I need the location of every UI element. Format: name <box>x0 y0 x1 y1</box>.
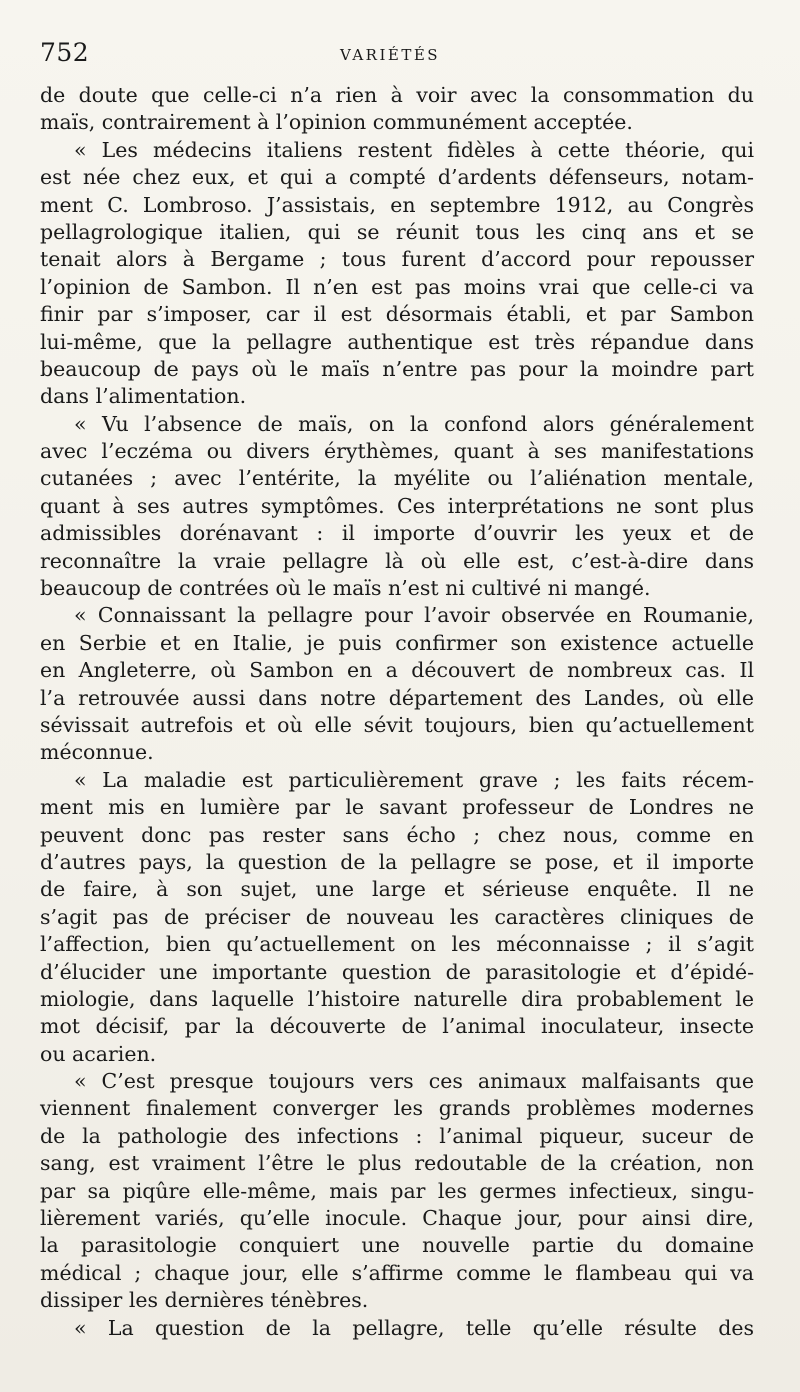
text-line: sévissait autrefois et où elle sévit toujours, bien qu’actuellement <box>40 712 754 737</box>
text-line: d’élucider une importante question de parasitologie et d’épidé- <box>40 959 754 984</box>
text-line: finir par s’imposer, car il est désormais établi, et par Sambon <box>40 302 754 327</box>
text-line: en Angleterre, où Sambon en a découvert de nombreux cas. Il <box>40 658 754 683</box>
paragraph-first-line: « La question de la pellagre, telle qu’elle résulte des <box>74 1315 754 1340</box>
text-line: ou acarien. <box>40 1041 157 1066</box>
text-line: sang, est vraiment l’être le plus redoutable de la création, non <box>40 1151 754 1176</box>
text-line: lièrement variés, qu’elle inocule. Chaque jour, pour ainsi dire, <box>40 1206 754 1231</box>
text-line: de doute que celle-ci n’a rien à voir avec la consommation du <box>40 83 754 107</box>
body-text <box>40 82 754 1342</box>
text-line: la parasitologie conquiert une nouvelle partie du domaine <box>40 1233 754 1258</box>
text-line: est née chez eux, et qui a compté d’ardents défenseurs, notam- <box>40 165 754 190</box>
text-line: cutanées ; avec l’entérite, la myélite ou l’aliénation mentale, <box>40 466 754 491</box>
text-line: par sa piqûre elle-même, mais par les germes infectieux, singu- <box>40 1178 754 1203</box>
text-line: méconnue. <box>40 740 154 765</box>
text-line: dans l’alimentation. <box>40 384 247 409</box>
text-line: avec l’eczéma ou divers érythèmes, quant à ses manifestations <box>40 439 754 464</box>
text-line: pellagrologique italien, qui se réunit tous les cinq ans et se <box>40 219 754 244</box>
paragraph-first-line: « Les médecins italiens restent fidèles à cette théorie, qui <box>74 137 754 162</box>
text-line: l’opinion de Sambon. Il n’en est pas moins vrai que celle-ci va <box>40 274 754 299</box>
text-line: miologie, dans laquelle l’histoire naturelle dira probablement le <box>40 986 754 1011</box>
text-line: tenait alors à Bergame ; tous furent d’accord pour repousser <box>40 247 754 272</box>
text-line: ment C. Lombroso. J’assistais, en septembre 1912, au Congrès <box>40 192 754 217</box>
text-line: l’affection, bien qu’actuellement on les méconnaisse ; il s’agit <box>40 932 754 957</box>
paragraph-first-line: « Vu l’absence de maïs, on la confond alors généralement <box>74 411 754 436</box>
paragraph-first-line: « Connaissant la pellagre pour l’avoir observée en Roumanie, <box>74 603 754 628</box>
text-line: beaucoup de contrées où le maïs n’est ni cultivé ni mangé. <box>40 576 651 601</box>
running-head <box>40 38 752 68</box>
text-line: viennent finalement converger les grands problèmes modernes <box>40 1096 754 1121</box>
text-line: de faire, à son sujet, une large et sérieuse enquête. Il ne <box>40 877 754 902</box>
paragraph-first-line: « La maladie est particulièrement grave ; les faits récem- <box>74 767 754 792</box>
page-number: 752 <box>40 38 90 67</box>
text-line: mot décisif, par la découverte de l’animal inoculateur, insecte <box>40 1014 754 1039</box>
text-line: peuvent donc pas rester sans écho ; chez nous, comme en <box>40 822 754 847</box>
text-line: quant à ses autres symptômes. Ces interprétations ne sont plus <box>40 493 754 518</box>
text-line: lui-même, que la pellagre authentique est très répandue dans <box>40 329 754 354</box>
text-line: s’agit pas de préciser de nouveau les caractères cliniques de <box>40 904 754 929</box>
paragraph-first-line: « C’est presque toujours vers ces animaux malfaisants que <box>74 1069 754 1094</box>
text-line: médical ; chaque jour, elle s’affirme comme le flambeau qui va <box>40 1260 754 1285</box>
text-line: beaucoup de pays où le maïs n’entre pas pour la moindre part <box>40 356 754 381</box>
text-line: maïs, contrairement à l’opinion communément acceptée. <box>40 110 633 135</box>
text-line: d’autres pays, la question de la pellagre se pose, et il importe <box>40 849 754 874</box>
text-line: en Serbie et en Italie, je puis confirmer son existence actuelle <box>40 630 754 655</box>
text-line: reconnaître la vraie pellagre là où elle est, c’est-à-dire dans <box>40 548 754 573</box>
text-line: dissiper les dernières ténèbres. <box>40 1288 369 1313</box>
text-line: ment mis en lumière par le savant professeur de Londres ne <box>40 795 754 820</box>
running-title: VARIÉTÉS <box>340 46 441 64</box>
text-line: l’a retrouvée aussi dans notre département des Landes, où elle <box>40 685 754 710</box>
text-line: admissibles dorénavant : il importe d’ouvrir les yeux et de <box>40 521 754 546</box>
text-line: de la pathologie des infections : l’animal piqueur, suceur de <box>40 1123 754 1148</box>
